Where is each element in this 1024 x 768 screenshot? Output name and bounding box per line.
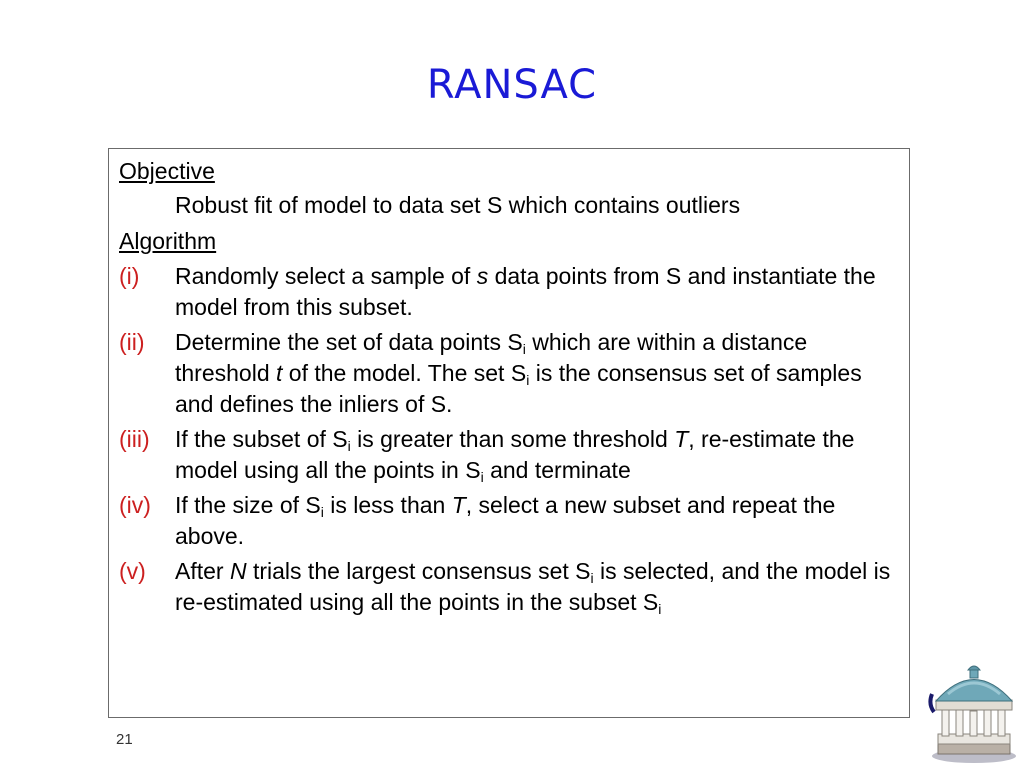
step-text: Randomly select a sample of s data points from S and instantiate the model from this subset. — [175, 263, 876, 320]
content-box — [108, 148, 910, 718]
step-text: If the size of $S_i$ is less than T, select a new subset and repeat the above. — [175, 492, 836, 549]
step-number: (iv) — [119, 492, 151, 518]
step-number: (ii) — [119, 329, 145, 355]
step-number: (iii) — [119, 426, 150, 452]
objective-text: Robust fit of model to data set S which contains outliers — [175, 192, 741, 218]
step-text: Determine the set of data points $S_i$ which are within a distance threshold t of the model. The set $S_i$ is the consensus set of samples and defines the inliers of S. — [175, 329, 862, 417]
slide-title: RANSAC — [426, 62, 598, 108]
algorithm-step-iii — [119, 424, 903, 486]
slide-content — [119, 155, 903, 618]
step-text: After N trials the largest consensus set $S_i$ is selected, and the model is re-estimated using all the points in the subset $S_i$ — [175, 558, 891, 617]
step-number: (i) — [119, 263, 140, 289]
objective-heading: Objective — [119, 158, 215, 184]
old-well-icon — [928, 664, 1020, 764]
algorithm-step-v — [119, 556, 903, 618]
algorithm-step-i — [119, 261, 903, 323]
algorithm-heading: Algorithm — [119, 228, 217, 254]
step-number: (v) — [119, 558, 146, 584]
algorithm-step-ii — [119, 327, 903, 420]
step-text: If the subset of $S_i$ is greater than some threshold T, re-estimate the model using all the points in $S_i$ and terminate — [175, 426, 855, 485]
algorithm-step-iv — [119, 490, 903, 552]
page-number: 21 — [116, 731, 133, 748]
